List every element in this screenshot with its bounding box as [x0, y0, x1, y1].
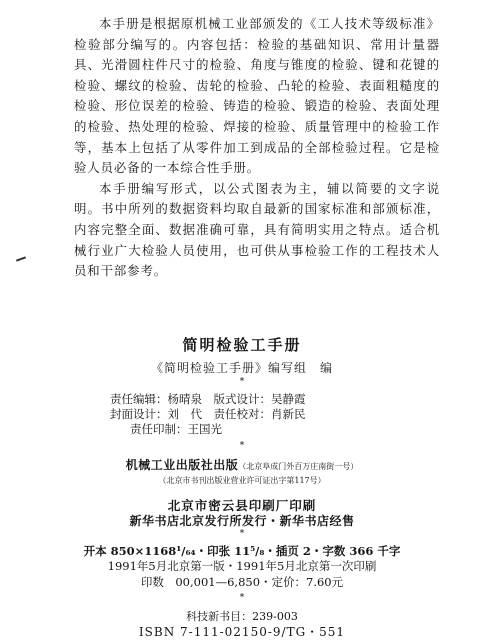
abstract-paragraph-1: 本手册是根据原机械工业部颁发的《工人技术等级标准》检验部分编写的。内容包括：检验的基础知识、常用计量器具、光滑圆柱件尺寸的检验、角度与锥度的检验、键和花键的检验、螺纹的检验、齿轮的检验、凸轮的检验、表面粗糙度的检验、形位误差的检验、铸造的检验、锻造的检验、表面处理的检验、热处理的检验、焊接的检验、质量管理中的检验工作等，基本上包括了从零件加工到成品的全部检验过程。它是检验人员必备的一本综合性手册。 [74, 16, 440, 176]
edition-info: 1991年5月北京第一版・1991年5月北京第一次印刷 [107, 559, 377, 573]
separator-star-3: * [239, 529, 245, 539]
isbn-number: ISBN 7-111-02150-9/TG・551 [138, 625, 346, 639]
book-abstract [74, 14, 440, 282]
credits-row-editor: 责任编辑：杨晴泉 版式设计：吴静霞 [110, 392, 306, 406]
publisher-name: 机械工业出版社出版 [125, 458, 239, 472]
credits-row-cover: 封面设计：刘 代 责任校对：肖新民 [110, 407, 306, 421]
publisher-address: （北京阜成门外百万庄南街一号） [238, 462, 359, 471]
book-author: 《简明检验工手册》编写组 编 [150, 361, 333, 375]
abstract-paragraph-2: 本手册编写形式，以公式图表为主，辅以简要的文字说明。书中所列的数据资料均取自最新的国家标准和部颁标准，内容完整全面、数据准确可靠，具有简明实用之特点。适合机械行业广大检验人员使用，也可供从事检验工作的工程技术人员和干部参考。 [74, 180, 440, 279]
stray-ink-mark [16, 256, 26, 261]
separator-star-4: * [239, 593, 245, 603]
editorial-credits [110, 392, 410, 437]
printer-line: 北京市密云县印刷厂印刷 [167, 498, 317, 513]
distributor-line: 新华书店北京发行所发行・新华书店经售 [129, 514, 355, 528]
book-title: 简明检验工手册 [182, 336, 302, 354]
publisher-line [0, 456, 484, 473]
separator-star-1: * [239, 377, 245, 387]
catalog-number: 科技新书目：239-003 [186, 610, 298, 623]
format-specs: 开本 850×1168¹/₆₄・印张 11⁵/₈・插页 2・字数 366 千字 [83, 544, 401, 558]
publishing-license: （北京市书刊出版业营业许可证出字第117号） [158, 476, 326, 485]
print-run-price: 印数 00,001—6,850・定价：7.60元 [140, 575, 344, 589]
credits-row-production: 责任印制：王国光 [130, 422, 222, 436]
separator-star-2: * [239, 441, 245, 451]
